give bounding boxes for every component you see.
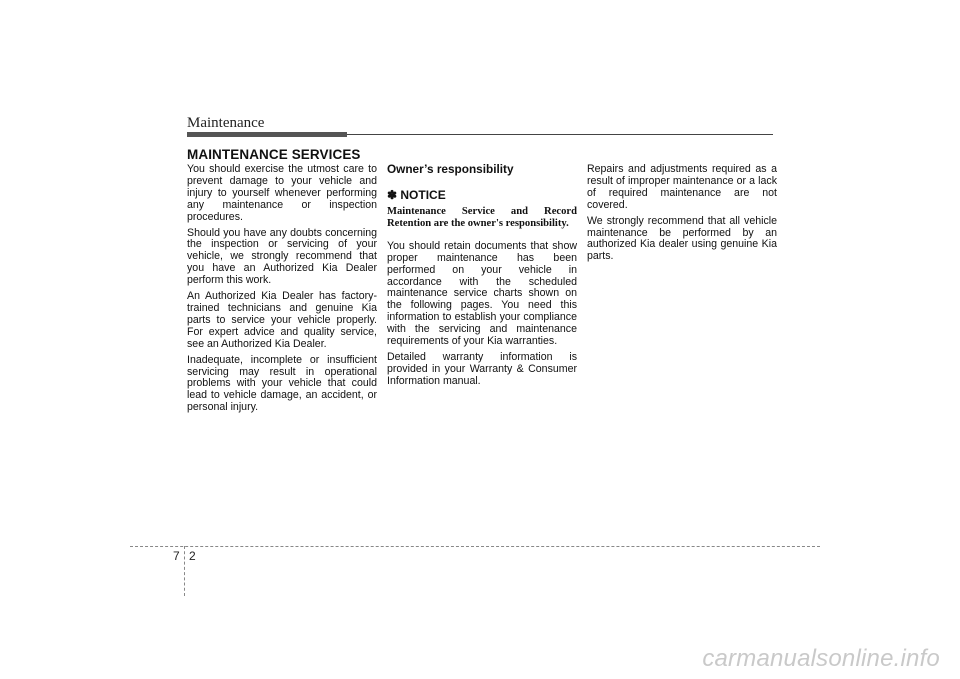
paragraph: We strongly recommend that all vehicle maintenance be performed by an authorized Kia dealer using genuine Kia parts. [587, 214, 777, 263]
paragraph: An Authorized Kia Dealer has factory-trained technicians and genuine Kia parts to service your vehicle properly. For expert advice and quality service, see an Authorized Kia Dealer. [187, 290, 377, 350]
watermark: carmanualsonline.info [702, 645, 940, 672]
column-1 [187, 164, 377, 418]
header-rule-accent [187, 132, 347, 137]
column-3 [587, 164, 777, 267]
paragraph: Should you have any doubts concerning the inspection or servicing of your vehicle, we strongly recommend that you have an Authorized Kia Dealer perform this work. [187, 226, 377, 287]
subheading: Owner’s responsibility [387, 162, 514, 176]
footer-divider [184, 546, 185, 596]
paragraph: Repairs and adjustments required as a result of improper maintenance or a lack of required maintenance are not covered. [587, 163, 777, 211]
page-number: 2 [189, 549, 196, 563]
page-heading: MAINTENANCE SERVICES [187, 147, 361, 162]
footer-rule [130, 546, 820, 547]
paragraph: Detailed warranty information is provided in your Warranty & Consumer Information manual. [387, 350, 577, 387]
notice-label: ✽ NOTICE [387, 187, 446, 202]
section-title: Maintenance [187, 115, 265, 131]
paragraph: You should exercise the utmost care to prevent damage to your vehicle and injury to yourself whenever performing any maintenance or inspection procedures. [187, 163, 377, 223]
paragraph: You should retain documents that show proper maintenance has been performed on your vehicle in accordance with the scheduled maintenance service charts shown on the following pages. You need this information to establish your compliance with the servicing and maintenance requirements of your Kia warranties. [387, 239, 577, 348]
paragraph: Inadequate, incomplete or insufficient servicing may result in operational problems with your vehicle that could lead to vehicle damage, an accident, or personal injury. [187, 353, 377, 414]
chapter-number: 7 [173, 549, 180, 563]
column-2 [387, 164, 577, 392]
notice-text: Maintenance Service and Record Retention are the owner's responsibility. [387, 205, 577, 229]
